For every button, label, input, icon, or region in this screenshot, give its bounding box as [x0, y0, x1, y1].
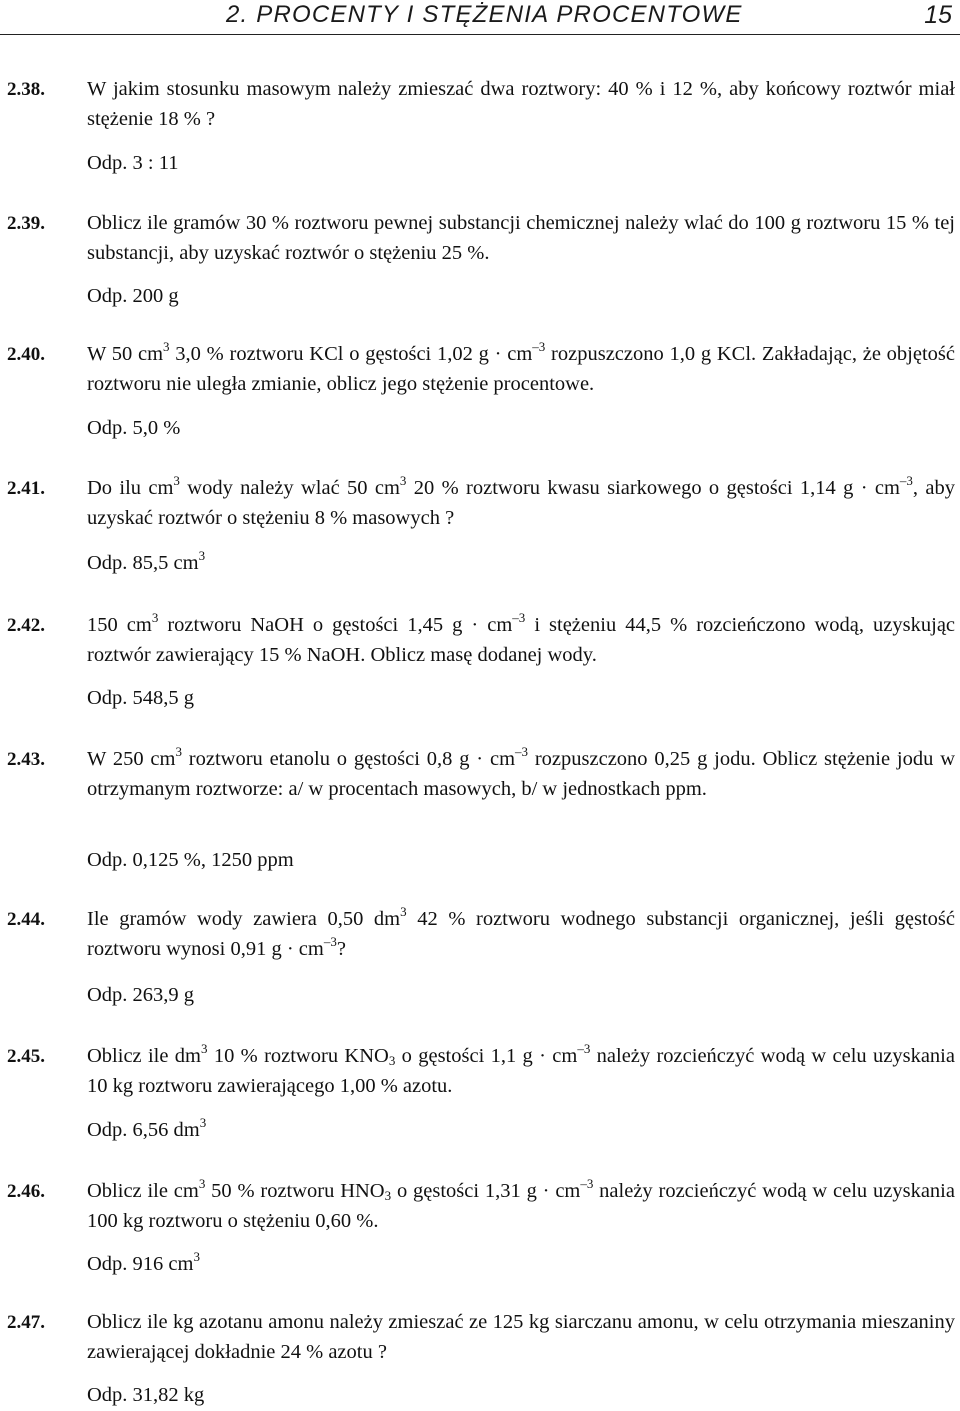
problem-number: 2.46. — [7, 1181, 45, 1202]
problem-answer: Odp. 916 $cm^3$ — [87, 1249, 200, 1275]
problem-number: 2.47. — [7, 1312, 45, 1333]
problem-answer: Odp. 85,5 $cm^3$ — [87, 548, 206, 574]
problem-answer: Odp. 200 g — [87, 285, 179, 307]
problem-text: Oblicz ile gramów 30 % roztworu pewnej substancji chemicznej należy wlać do 100 g roztworu 15 % tej substancji, aby uzyskać roztwór o stężeniu 25 %. — [87, 212, 955, 264]
problem-text: Ile gramów wody zawiera 0,50 $dm^3$ 42 % roztworu wodnego substancji organicznej, jeśli gęstość roztworu wynosi 0,91 $g \cdot cm^{-3}$? — [87, 904, 955, 960]
problem-number: 2.45. — [7, 1046, 45, 1067]
problem-number: 2.38. — [7, 79, 45, 100]
problem-text: Do ilu $cm^3$ wody należy wlać 50 $cm^3$ 20 % roztworu kwasu siarkowego o gęstości 1,14 $g \cdot cm^{-3}$, aby uzyskać roztwór o stężeniu 8 % masowych ? — [87, 473, 955, 529]
problem-answer: Odp. 3 : 11 — [87, 152, 179, 174]
problem-number: 2.41. — [7, 478, 45, 499]
page-number: 15 — [924, 1, 952, 29]
problem-answer: Odp. 5,0 % — [87, 417, 181, 439]
problem-number: 2.43. — [7, 749, 45, 770]
problem-number: 2.44. — [7, 909, 45, 930]
problem-text: Oblicz ile $dm^3$ 10 % roztworu $KNO_3$ o gęstości 1,1 $g \cdot cm^{-3}$ należy rozcieńczyć wodą w celu uzyskania 10 kg roztworu zawierającego 1,00 % azotu. — [87, 1041, 955, 1097]
problem-text: W 50 $cm^3$ 3,0 % roztworu KCl o gęstości 1,02 $g \cdot cm^{-3}$ rozpuszczono 1,0 g KCl. Zakładając, że objętość roztworu nie uległa zmianie, oblicz jego stężenie procentowe. — [87, 339, 955, 395]
problem-answer: Odp. 263,9 g — [87, 984, 195, 1006]
problem-text: W 250 $cm^3$ roztworu etanolu o gęstości 0,8 $g \cdot cm^{-3}$ rozpuszczono 0,25 g jodu. Oblicz stężenie jodu w otrzymanym roztworze: a/ w procentach masowych, b/ w jednostkach ppm. — [87, 744, 955, 800]
problem-answer: Odp. 0,125 %, 1250 ppm — [87, 849, 294, 871]
problem-text: 150 $cm^3$ roztworu NaOH o gęstości 1,45 $g \cdot cm^{-3}$ i stężeniu 44,5 % rozcieńczono wodą, uzyskując roztwór zawierający 15 % NaOH. Oblicz masę dodanej wody. — [87, 610, 956, 666]
problem-number: 2.40. — [7, 344, 45, 365]
problem-text: W jakim stosunku masowym należy zmieszać dwa roztwory: 40 % i 12 %, aby końcowy roztwór miał stężenie 18 % ? — [87, 78, 955, 130]
page-header — [0, 0, 960, 35]
problem-text: Oblicz ile $cm^3$ 50 % roztworu $HNO_3$ o gęstości 1,31 $g \cdot cm^{-3}$ należy rozcieńczyć wodą w celu uzyskania 100 kg roztworu o stężeniu 0,60 %. — [87, 1176, 955, 1232]
problem-number: 2.42. — [7, 615, 45, 636]
problem-answer: Odp. 548,5 g — [87, 687, 195, 709]
problem-answer: Odp. 31,82 kg — [87, 1384, 205, 1406]
chapter-title: 2. PROCENTY I STĘŻENIA PROCENTOWE — [226, 1, 743, 28]
problem-text: Oblicz ile kg azotanu amonu należy zmieszać ze 125 kg siarczanu amonu, w celu otrzymania mieszaniny zawierającej dokładnie 24 % azotu ? — [87, 1311, 955, 1363]
problem-number: 2.39. — [7, 213, 45, 234]
problem-answer: Odp. 6,56 $dm^3$ — [87, 1115, 207, 1141]
